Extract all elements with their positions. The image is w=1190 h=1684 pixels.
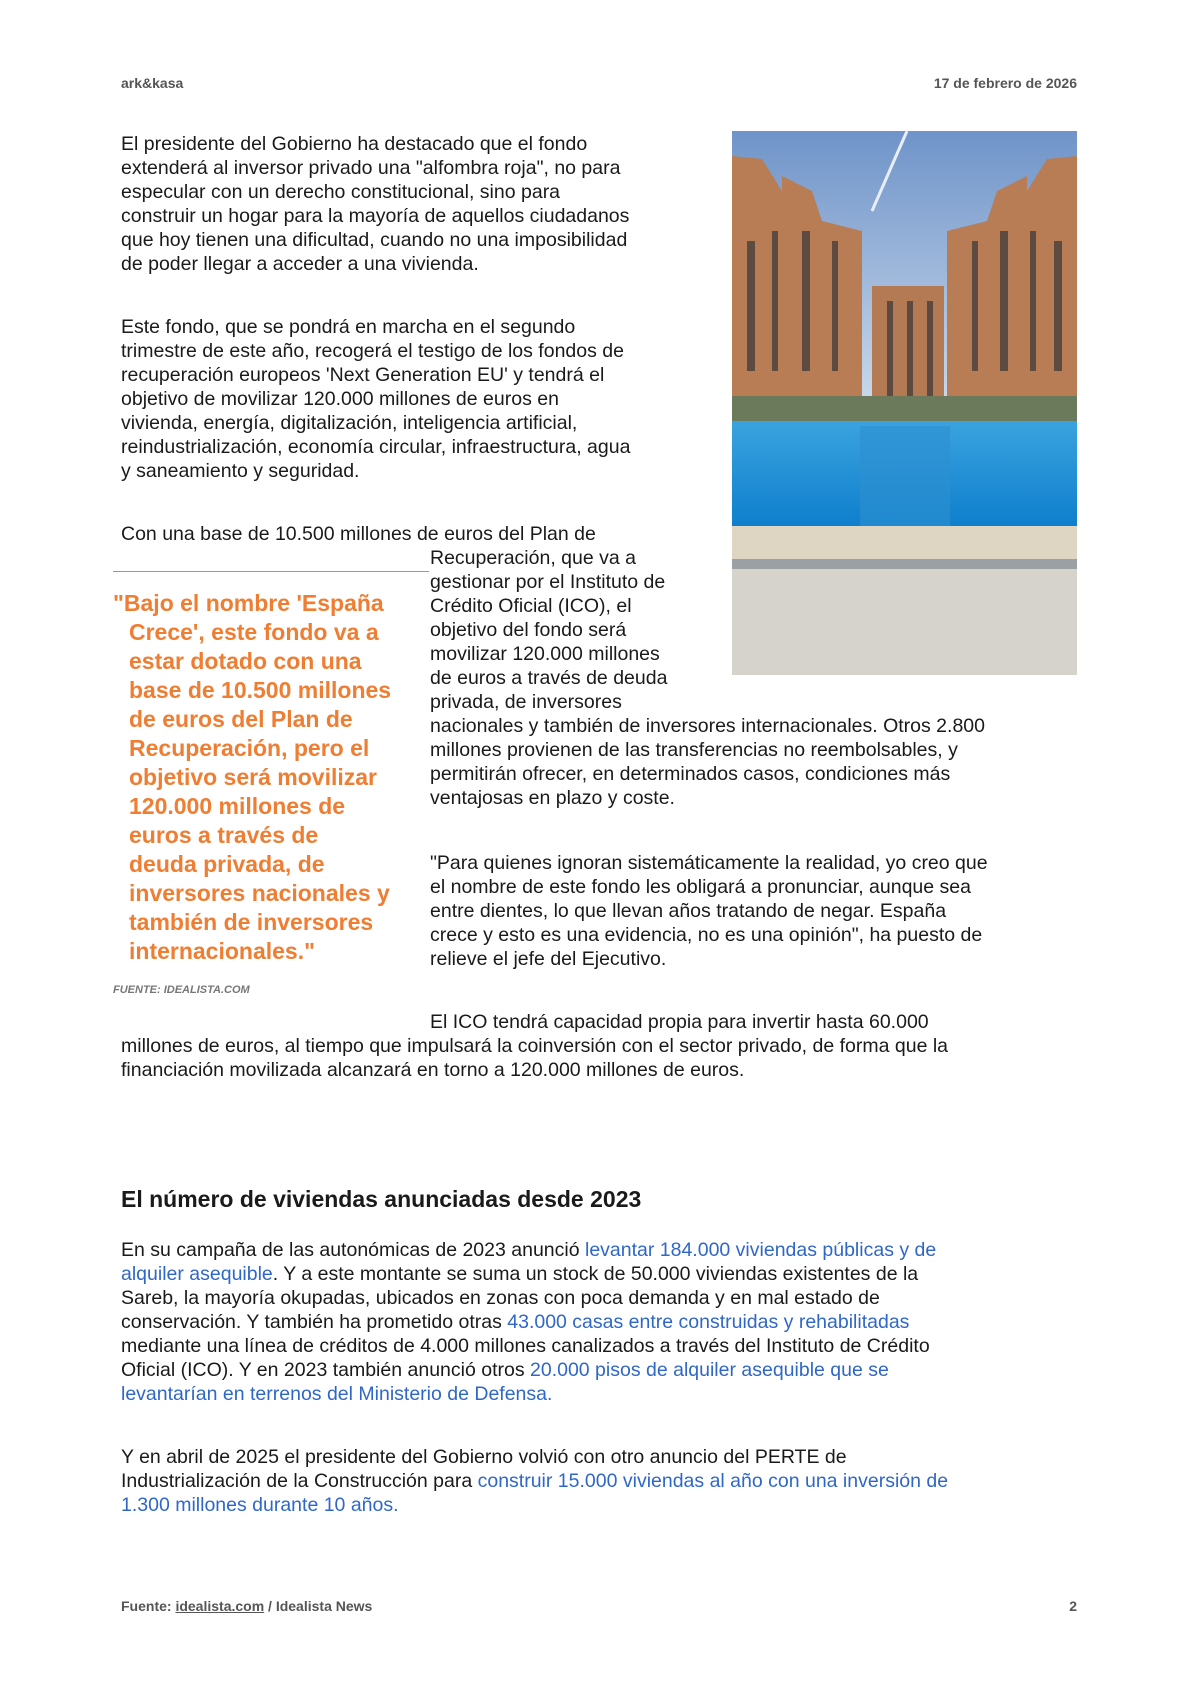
text: Industrialización de la Construcción para bbox=[121, 1470, 478, 1492]
article-photo bbox=[732, 131, 1077, 675]
paragraph-line: entre dientes, lo que llevan años tratando de negar. España bbox=[430, 900, 947, 922]
link-43000-casas[interactable]: 43.000 casas entre construidas y rehabilitadas bbox=[507, 1311, 910, 1333]
paragraph-line bbox=[121, 1238, 936, 1262]
paragraph-line: privada, de inversores bbox=[430, 691, 622, 713]
pullquote-line: estar dotado con una bbox=[129, 648, 362, 674]
pullquote-rule bbox=[113, 571, 429, 572]
page-date: 17 de febrero de 2026 bbox=[933, 75, 1077, 91]
paragraph-line: objetivo de movilizar 120.000 millones de euros en bbox=[121, 388, 559, 410]
pullquote-line: deuda privada, de bbox=[129, 851, 325, 877]
paragraph-line bbox=[121, 1382, 552, 1406]
paragraph-line: permitirán ofrecer, en determinados casos, condiciones más bbox=[430, 763, 951, 785]
paragraph-line: Crédito Oficial (ICO), el bbox=[430, 595, 632, 617]
text: . Y a este montante se suma un stock de 50.000 viviendas existentes de la bbox=[272, 1263, 919, 1285]
paragraph-line: relieve el jefe del Ejecutivo. bbox=[430, 948, 667, 970]
paragraph-line bbox=[121, 1493, 399, 1517]
paragraph-line: gestionar por el Instituto de bbox=[430, 571, 666, 593]
pullquote-line: base de 10.500 millones bbox=[129, 677, 392, 703]
paragraph-line: recuperación europeos 'Next Generation EU' y tendrá el bbox=[121, 364, 605, 386]
pullquote-line: internacionales." bbox=[129, 938, 316, 964]
paragraph-line: reindustrialización, economía circular, infraestructura, agua bbox=[121, 436, 631, 458]
paragraph-line: millones provienen de las transferencias no reembolsables, y bbox=[430, 739, 958, 761]
pullquote-line: Crece', este fondo va a bbox=[129, 619, 379, 645]
text: Oficial (ICO). Y en 2023 también anunció otros bbox=[121, 1359, 530, 1381]
paragraph-line: Este fondo, que se pondrá en marcha en el segundo bbox=[121, 316, 576, 338]
link-alquiler-asequible[interactable]: alquiler asequible bbox=[121, 1263, 273, 1285]
paragraph-line: movilizar 120.000 millones bbox=[430, 643, 660, 665]
pullquote-line: "Bajo el nombre 'España bbox=[113, 590, 384, 616]
pullquote-line: euros a través de bbox=[129, 822, 319, 848]
paragraph-line: "Para quienes ignoran sistemáticamente la realidad, yo creo que bbox=[430, 852, 988, 874]
paragraph-line bbox=[121, 1262, 918, 1286]
paragraph-line: de poder llegar a acceder a una vivienda. bbox=[121, 253, 479, 275]
paragraph-line: que hoy tienen una dificultad, cuando no una imposibilidad bbox=[121, 229, 628, 251]
paragraph-line: el nombre de este fondo les obligará a pronunciar, aunque sea bbox=[430, 876, 971, 898]
text: conservación. Y también ha prometido otras bbox=[121, 1311, 508, 1333]
paragraph-line: Sareb, la mayoría okupadas, ubicados en zonas con poca demanda y en mal estado de bbox=[121, 1287, 880, 1309]
footer-source bbox=[121, 1598, 372, 1614]
pullquote-line: también de inversores bbox=[129, 909, 374, 935]
footer-suffix: / Idealista News bbox=[264, 1598, 373, 1614]
paragraph-line: construir un hogar para la mayoría de aquellos ciudadanos bbox=[121, 205, 630, 227]
paragraph-line: El presidente del Gobierno ha destacado que el fondo bbox=[121, 133, 588, 155]
paragraph-line bbox=[121, 1310, 909, 1334]
paragraph-line: mediante una línea de créditos de 4.000 millones canalizados a través del Instituto de Crédito bbox=[121, 1335, 930, 1357]
paragraph-line: millones de euros, al tiempo que impulsará la coinversión con el sector privado, de forma que la bbox=[121, 1035, 949, 1057]
link-ministerio-defensa[interactable]: levantarían en terrenos del Ministerio de Defensa. bbox=[121, 1383, 553, 1405]
paragraph-line bbox=[121, 1358, 889, 1382]
pullquote-line: objetivo será movilizar bbox=[129, 764, 377, 790]
paragraph-line: nacionales y también de inversores internacionales. Otros 2.800 bbox=[430, 715, 985, 737]
link-184000-viviendas[interactable]: levantar 184.000 viviendas públicas y de bbox=[584, 1239, 937, 1261]
paragraph-line: Recuperación, que va a bbox=[430, 547, 636, 569]
paragraph-line: especular con un derecho constitucional, sino para bbox=[121, 181, 561, 203]
footer-prefix: Fuente: bbox=[121, 1598, 176, 1614]
link-15000-viviendas[interactable]: construir 15.000 viviendas al año con una inversión de bbox=[477, 1470, 949, 1492]
link-20000-pisos[interactable]: 20.000 pisos de alquiler asequible que se bbox=[530, 1359, 889, 1381]
pullquote-line: de euros del Plan de bbox=[129, 706, 353, 732]
pullquote-line: 120.000 millones de bbox=[129, 793, 346, 819]
paragraph-line: objetivo del fondo será bbox=[430, 619, 627, 641]
text: En su campaña de las autonómicas de 2023 anunció bbox=[121, 1239, 585, 1261]
paragraph-line: y saneamiento y seguridad. bbox=[121, 460, 360, 482]
paragraph-line: Con una base de 10.500 millones de euros del Plan de bbox=[121, 523, 596, 545]
brand-name: ark&kasa bbox=[121, 75, 184, 91]
page-number: 2 bbox=[1069, 1598, 1077, 1614]
paragraph-line: financiación movilizada alcanzará en torno a 120.000 millones de euros. bbox=[121, 1059, 745, 1081]
pullquote-line: inversores nacionales y bbox=[129, 880, 390, 906]
paragraph-line: trimestre de este año, recogerá el testigo de los fondos de bbox=[121, 340, 624, 362]
paragraph-line: extenderá al inversor privado una "alfombra roja", no para bbox=[121, 157, 621, 179]
pullquote-line: Recuperación, pero el bbox=[129, 735, 370, 761]
pullquote-source: FUENTE: IDEALISTA.COM bbox=[113, 984, 250, 996]
section-heading: El número de viviendas anunciadas desde 2023 bbox=[121, 1186, 642, 1212]
paragraph-line: El ICO tendrá capacidad propia para invertir hasta 60.000 bbox=[430, 1011, 929, 1033]
paragraph-line: de euros a través de deuda bbox=[430, 667, 668, 689]
paragraph-line: ventajosas en plazo y coste. bbox=[430, 787, 675, 809]
paragraph-line: vivienda, energía, digitalización, inteligencia artificial, bbox=[121, 412, 578, 434]
paragraph-line bbox=[121, 1469, 948, 1493]
footer-link[interactable]: idealista.com bbox=[175, 1598, 265, 1614]
paragraph-line: crece y esto es una evidencia, no es una opinión", ha puesto de bbox=[430, 924, 983, 946]
paragraph-line: Y en abril de 2025 el presidente del Gobierno volvió con otro anuncio del PERTE de bbox=[121, 1446, 847, 1468]
link-1300-millones[interactable]: 1.300 millones durante 10 años. bbox=[121, 1494, 399, 1516]
building-pool-image bbox=[732, 131, 1077, 675]
